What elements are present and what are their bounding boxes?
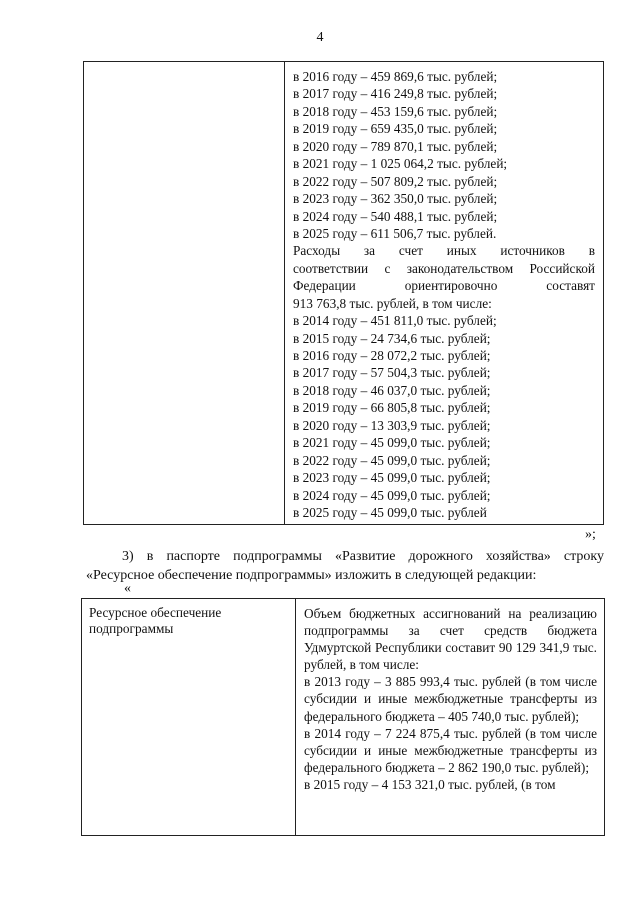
year-line: в 2021 году – 1 025 064,2 тыс. рублей; (293, 156, 508, 172)
year-line: в 2022 году – 45 099,0 тыс. рублей; (293, 452, 491, 468)
resources-table-continued (83, 61, 604, 525)
year-line: в 2016 году – 459 869,6 тыс. рублей; (293, 69, 498, 84)
opening-quote: « (124, 581, 131, 596)
year-line: в 2025 году – 611 506,7 тыс. рублей. (293, 225, 497, 241)
year-line: в 2022 году – 507 809,2 тыс. рублей; (293, 173, 498, 189)
funding-paragraph: в 2014 году – 7 224 875,4 тыс. рублей (в том числе субсидии и иные межбюджетные трансферты из федерального бюджета – 2 862 190,0 тыс. рублей); (304, 725, 597, 775)
year-line: в 2016 году – 28 072,2 тыс. рублей; (293, 348, 491, 363)
funding-paragraph: Объем бюджетных ассигнований на реализацию подпрограммы за счет средств бюджета Удмуртской Республики составит 90 129 341,9 тыс. рублей, в том числе: (304, 606, 597, 673)
year-line: в 2023 году – 362 350,0 тыс. рублей; (293, 191, 498, 207)
year-line: в 2019 году – 66 805,8 тыс. рублей; (293, 400, 491, 416)
funding-paragraph: в 2015 году – 4 153 321,0 тыс. рублей, (в том (304, 776, 556, 792)
row-label: Ресурсное обеспечение подпрограммы (82, 599, 296, 836)
other-sources-line: Расходы за счет иных источников в (293, 243, 595, 259)
other-sources-line: Федерации ориентировочно составят (293, 278, 595, 294)
other-sources-line: соответствии с законодательством Российской (293, 260, 595, 276)
year-line: в 2025 году – 45 099,0 тыс. рублей (293, 504, 487, 520)
funding-paragraph: в 2013 году – 3 885 993,4 тыс. рублей (в том числе субсидии и иные межбюджетные трансферты из федерального бюджета – 405 740,0 тыс. рублей); (304, 674, 597, 724)
page-number: 4 (316, 30, 324, 45)
funding-cell (296, 599, 605, 836)
year-line: в 2021 году – 45 099,0 тыс. рублей; (293, 435, 491, 451)
left-cell-empty (84, 62, 285, 525)
funding-cell (285, 62, 604, 525)
year-line: в 2020 году – 789 870,1 тыс. рублей; (293, 138, 498, 154)
year-line: в 2024 году – 540 488,1 тыс. рублей; (293, 208, 498, 224)
road-subprogram-resources-table (81, 598, 605, 836)
year-line: в 2017 году – 416 249,8 тыс. рублей; (293, 86, 498, 102)
year-line: в 2023 году – 45 099,0 тыс. рублей; (293, 470, 491, 486)
closing-quote: »; (585, 527, 596, 542)
year-line: в 2024 году – 45 099,0 тыс. рублей; (293, 487, 491, 503)
amendment-item-3: 3) в паспорте подпрограммы «Развитие дорожного хозяйства» строку «Ресурсное обеспечение подпрограммы» изложить в следующей редакции: (86, 549, 604, 583)
other-sources-line: 913 763,8 тыс. рублей, в том числе: (293, 295, 492, 311)
year-line: в 2018 году – 453 159,6 тыс. рублей; (293, 103, 498, 119)
year-line: в 2015 году – 24 734,6 тыс. рублей; (293, 330, 491, 346)
year-line: в 2019 году – 659 435,0 тыс. рублей; (293, 121, 498, 137)
year-line: в 2014 году – 451 811,0 тыс. рублей; (293, 313, 497, 329)
year-line: в 2018 году – 46 037,0 тыс. рублей; (293, 382, 491, 398)
year-line: в 2017 году – 57 504,3 тыс. рублей; (293, 365, 491, 381)
year-line: в 2020 году – 13 303,9 тыс. рублей; (293, 417, 491, 433)
